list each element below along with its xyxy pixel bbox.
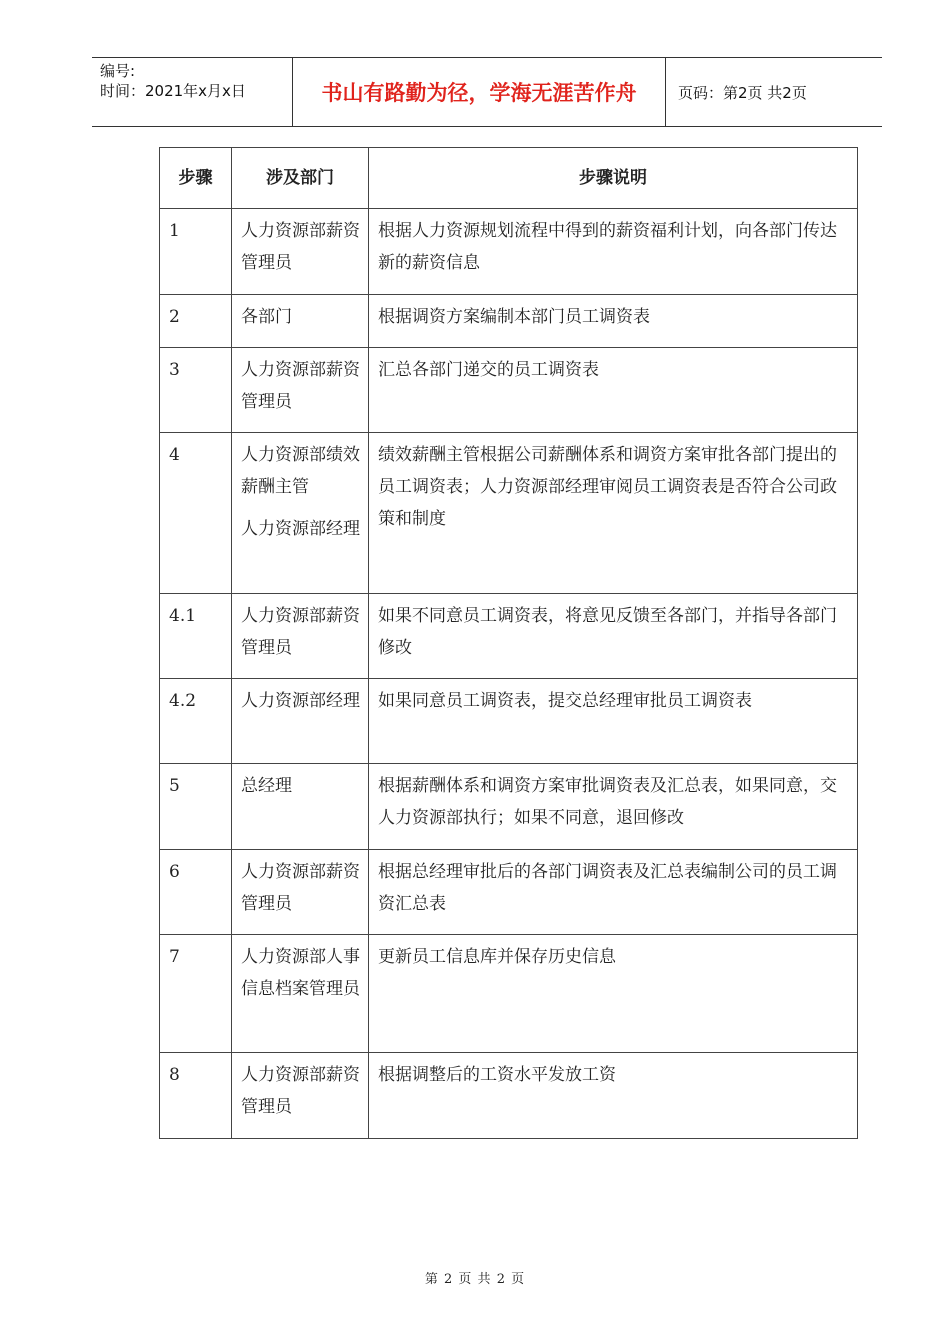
table-body [160,209,858,1139]
header-motto: 书山有路勤为径，学海无涯苦作舟 [292,58,666,126]
department-cell [232,935,369,1053]
department-name: 人力资源部薪资管理员 [241,1065,360,1117]
department-name: 各部门 [241,307,292,327]
step-description: 如果同意员工调资表，提交总经理审批员工调资表 [369,679,858,764]
department-name: 人力资源部薪资管理员 [241,221,360,273]
column-header-department: 涉及部门 [232,148,369,209]
step-number: 4.1 [160,594,232,679]
table-row [160,1053,858,1139]
step-description: 根据调整后的工资水平发放工资 [369,1053,858,1139]
step-description: 如果不同意员工调资表，将意见反馈至各部门，并指导各部门修改 [369,594,858,679]
step-description: 汇总各部门递交的员工调资表 [369,348,858,433]
department-cell [232,850,369,935]
department-cell [232,594,369,679]
department-cell [232,348,369,433]
step-number: 5 [160,764,232,850]
table-row [160,348,858,433]
table-row [160,209,858,295]
department-name: 人力资源部薪资管理员 [241,360,360,412]
step-number: 1 [160,209,232,295]
table-row [160,850,858,935]
department-cell [232,295,369,348]
document-number-label: 编号: [100,62,136,80]
department-name: 总经理 [241,776,292,796]
department-cell [232,433,369,594]
department-name: 人力资源部薪资管理员 [241,862,360,914]
department-cell [232,764,369,850]
table-row [160,594,858,679]
table-row [160,679,858,764]
table-row [160,935,858,1053]
department-name: 人力资源部绩效薪酬主管 [241,445,360,497]
step-description: 更新员工信息库并保存历史信息 [369,935,858,1053]
table-header-row [160,148,858,209]
step-number: 7 [160,935,232,1053]
step-number: 4.2 [160,679,232,764]
step-number: 2 [160,295,232,348]
header-page-number: 页码：第2页 共2页 [678,83,807,102]
step-description: 根据人力资源规划流程中得到的薪资福利计划，向各部门传达新的薪资信息 [369,209,858,295]
table-row [160,295,858,348]
step-number: 3 [160,348,232,433]
document-time-label: 时间：2021年x月x日 [100,82,246,100]
department-name: 人力资源部人事信息档案管理员 [241,947,360,999]
department-name: 人力资源部经理 [241,691,360,711]
department-name: 人力资源部经理 [241,519,360,539]
table-row [160,764,858,850]
department-name: 人力资源部薪资管理员 [241,606,360,658]
department-cell [232,1053,369,1139]
step-description: 根据调资方案编制本部门员工调资表 [369,295,858,348]
table-row [160,433,858,594]
column-header-step: 步骤 [160,148,232,209]
step-description: 根据薪酬体系和调资方案审批调资表及汇总表，如果同意，交人力资源部执行；如果不同意，退回修改 [369,764,858,850]
page-header [92,57,882,127]
step-number: 6 [160,850,232,935]
step-number: 8 [160,1053,232,1139]
department-cell [232,679,369,764]
column-header-description: 步骤说明 [369,148,858,209]
step-description: 绩效薪酬主管根据公司薪酬体系和调资方案审批各部门提出的员工调资表；人力资源部经理审阅员工调资表是否符合公司政策和制度 [369,433,858,594]
process-steps-table [159,147,858,1139]
page-footer: 第 2 页 共 2 页 [424,1272,526,1287]
header-meta [92,58,292,126]
department-cell [232,209,369,295]
step-number: 4 [160,433,232,594]
step-description: 根据总经理审批后的各部门调资表及汇总表编制公司的员工调资汇总表 [369,850,858,935]
